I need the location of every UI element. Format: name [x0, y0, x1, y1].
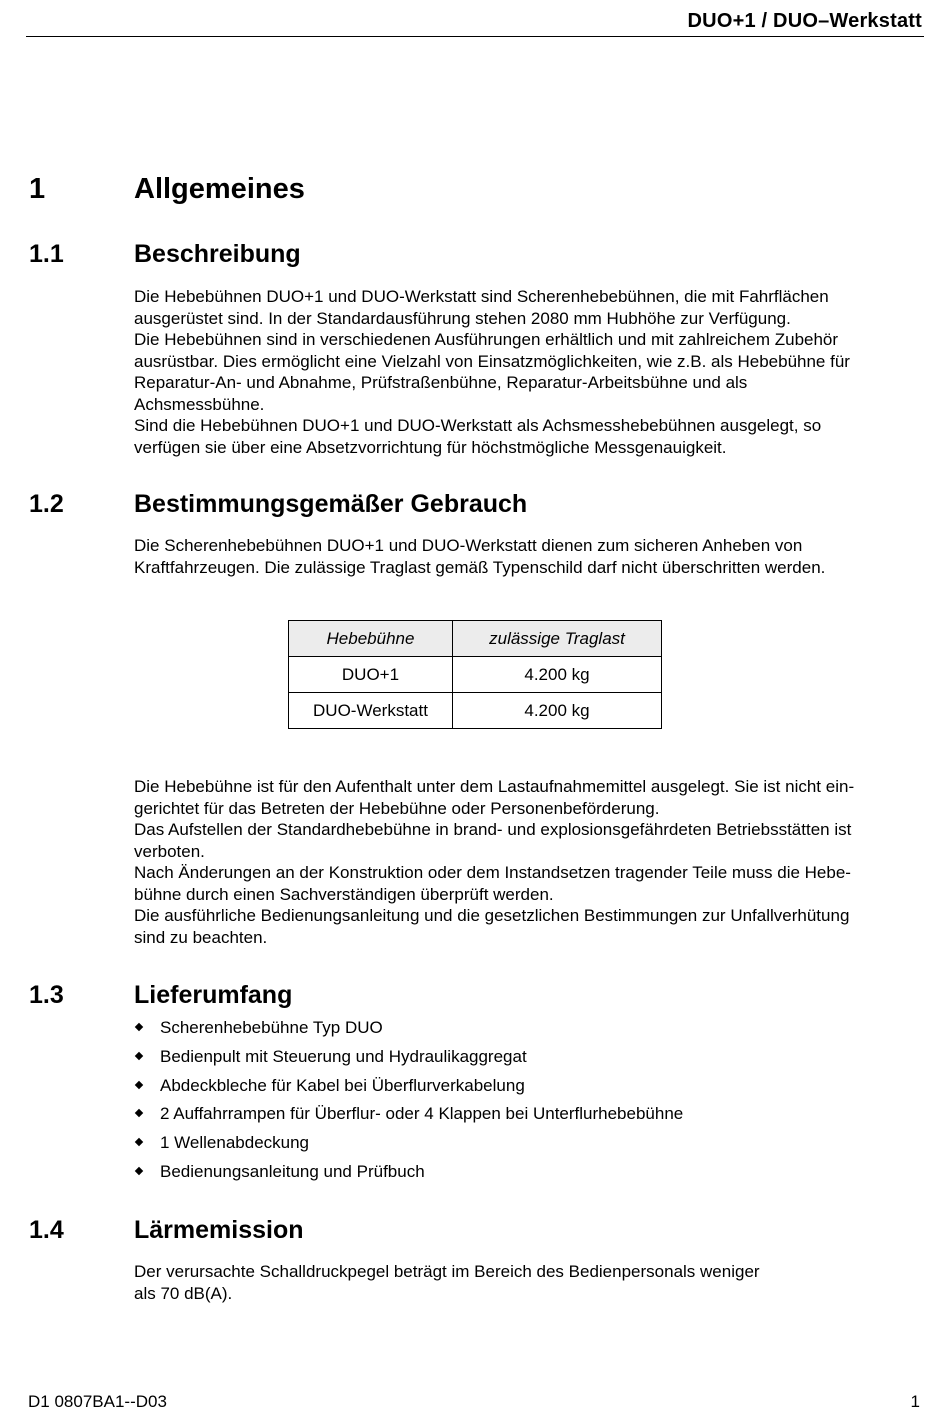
diamond-bullet-icon: [135, 1023, 143, 1031]
subsection-title: Lieferumfang: [134, 981, 293, 1009]
section-title: Allgemeines: [134, 173, 305, 205]
diamond-bullet-icon: [135, 1138, 143, 1146]
diamond-bullet-icon: [135, 1109, 143, 1117]
description-paragraph: [134, 286, 920, 458]
noise-paragraph: [134, 1261, 920, 1304]
text-line: ausrüstbar. Dies ermöglicht eine Vielzahl von Einsatzmöglichkeiten, wie z.B. als Hebebühne für: [134, 351, 850, 371]
text-line: bühne durch einen Sachverständigen überprüft werden.: [134, 884, 554, 904]
list-item: [134, 1131, 683, 1160]
list-item-label: Abdeckbleche für Kabel bei Überflurverkabelung: [160, 1075, 525, 1095]
load-capacity-table: [288, 620, 662, 729]
safety-paragraph: [134, 776, 920, 948]
text-line: verboten.: [134, 841, 205, 861]
column-header: Hebebühne: [289, 621, 453, 657]
list-item-label: 2 Auffahrrampen für Überflur- oder 4 Klappen bei Unterflurhebebühne: [160, 1104, 684, 1124]
text-line: Das Aufstellen der Standardhebebühne in brand- und explosionsgefährdeten Betriebsstätten ist: [134, 820, 852, 839]
text-line: Achsmessbühne.: [134, 394, 265, 414]
list-item: [134, 1074, 683, 1103]
text-line: Sind die Hebebühnen DUO+1 und DUO-Werkstatt als Achsmesshebebühnen ausgelegt, so: [134, 416, 822, 435]
text-line: Reparatur-An- und Abnahme, Prüfstraßenbühne, Reparatur-Arbeitsbühne und als: [134, 373, 748, 392]
list-item: [134, 1045, 683, 1074]
list-item: [134, 1016, 683, 1045]
list-item: [134, 1102, 683, 1131]
section-number: 1: [29, 173, 46, 205]
text-line: Die Scherenhebebühnen DUO+1 und DUO-Werkstatt dienen zum sicheren Anheben von: [134, 536, 803, 555]
list-item: [134, 1160, 683, 1189]
text-line: Die Hebebühnen DUO+1 und DUO-Werkstatt sind Scherenhebebühnen, die mit Fahrflächen: [134, 287, 829, 306]
intended-use-paragraph: [134, 535, 920, 578]
running-header-title: DUO+1 / DUO–Werkstatt: [687, 10, 922, 32]
diamond-bullet-icon: [135, 1052, 143, 1060]
table-row: [289, 693, 662, 729]
subsection-number: 1.3: [29, 981, 64, 1009]
text-line: als 70 dB(A).: [134, 1283, 233, 1303]
subsection-title: Lärmemission: [134, 1216, 304, 1244]
text-line: Der verursachte Schalldruckpegel beträgt im Bereich des Bedienpersonals weniger: [134, 1262, 760, 1281]
table-cell: 4.200 kg: [453, 693, 662, 729]
table-cell: DUO+1: [289, 657, 453, 693]
list-item-label: Bedienungsanleitung und Prüfbuch: [160, 1161, 425, 1181]
subsection-title: Beschreibung: [134, 240, 301, 268]
text-line: gerichtet für das Betreten der Hebebühne oder Personenbeförderung.: [134, 798, 660, 818]
header-rule: [26, 36, 924, 37]
table-row: [289, 657, 662, 693]
document-code: D1 0807BA1--D03: [28, 1392, 167, 1411]
text-line: verfügen sie über eine Absetzvorrichtung für höchstmögliche Messgenauigkeit.: [134, 437, 727, 457]
column-header: zulässige Traglast: [453, 621, 662, 657]
text-line: Die Hebebühne ist für den Aufenthalt unter dem Lastaufnahmemittel ausgelegt. Sie ist nicht ein-: [134, 777, 855, 796]
text-line: Kraftfahrzeugen. Die zulässige Traglast gemäß Typenschild darf nicht überschritten werden.: [134, 557, 826, 577]
subsection-number: 1.1: [29, 240, 64, 268]
diamond-bullet-icon: [135, 1167, 143, 1175]
list-item-label: Bedienpult mit Steuerung und Hydraulikaggregat: [160, 1046, 527, 1066]
scope-of-delivery-list: [134, 1016, 683, 1189]
table-cell: DUO-Werkstatt: [289, 693, 453, 729]
text-line: Die ausführliche Bedienungsanleitung und die gesetzlichen Bestimmungen zur Unfallverhütung: [134, 906, 850, 925]
text-line: Nach Änderungen an der Konstruktion oder dem Instandsetzen tragender Teile muss die Hebe-: [134, 863, 851, 882]
list-item-label: 1 Wellenabdeckung: [160, 1133, 310, 1153]
table-cell: 4.200 kg: [453, 657, 662, 693]
text-line: Die Hebebühnen sind in verschiedenen Ausführungen erhältlich und mit zahlreichem Zubehör: [134, 330, 839, 349]
text-line: sind zu beachten.: [134, 927, 268, 947]
text-line: ausgerüstet sind. In der Standardausführung stehen 2080 mm Hubhöhe zur Verfügung.: [134, 308, 791, 328]
page-number: 1: [910, 1392, 920, 1411]
subsection-number: 1.2: [29, 490, 64, 518]
diamond-bullet-icon: [135, 1080, 143, 1088]
list-item-label: Scherenhebebühne Typ DUO: [160, 1018, 383, 1037]
subsection-title: Bestimmungsgemäßer Gebrauch: [134, 490, 528, 518]
subsection-number: 1.4: [29, 1216, 64, 1244]
table-header-row: [289, 621, 662, 657]
